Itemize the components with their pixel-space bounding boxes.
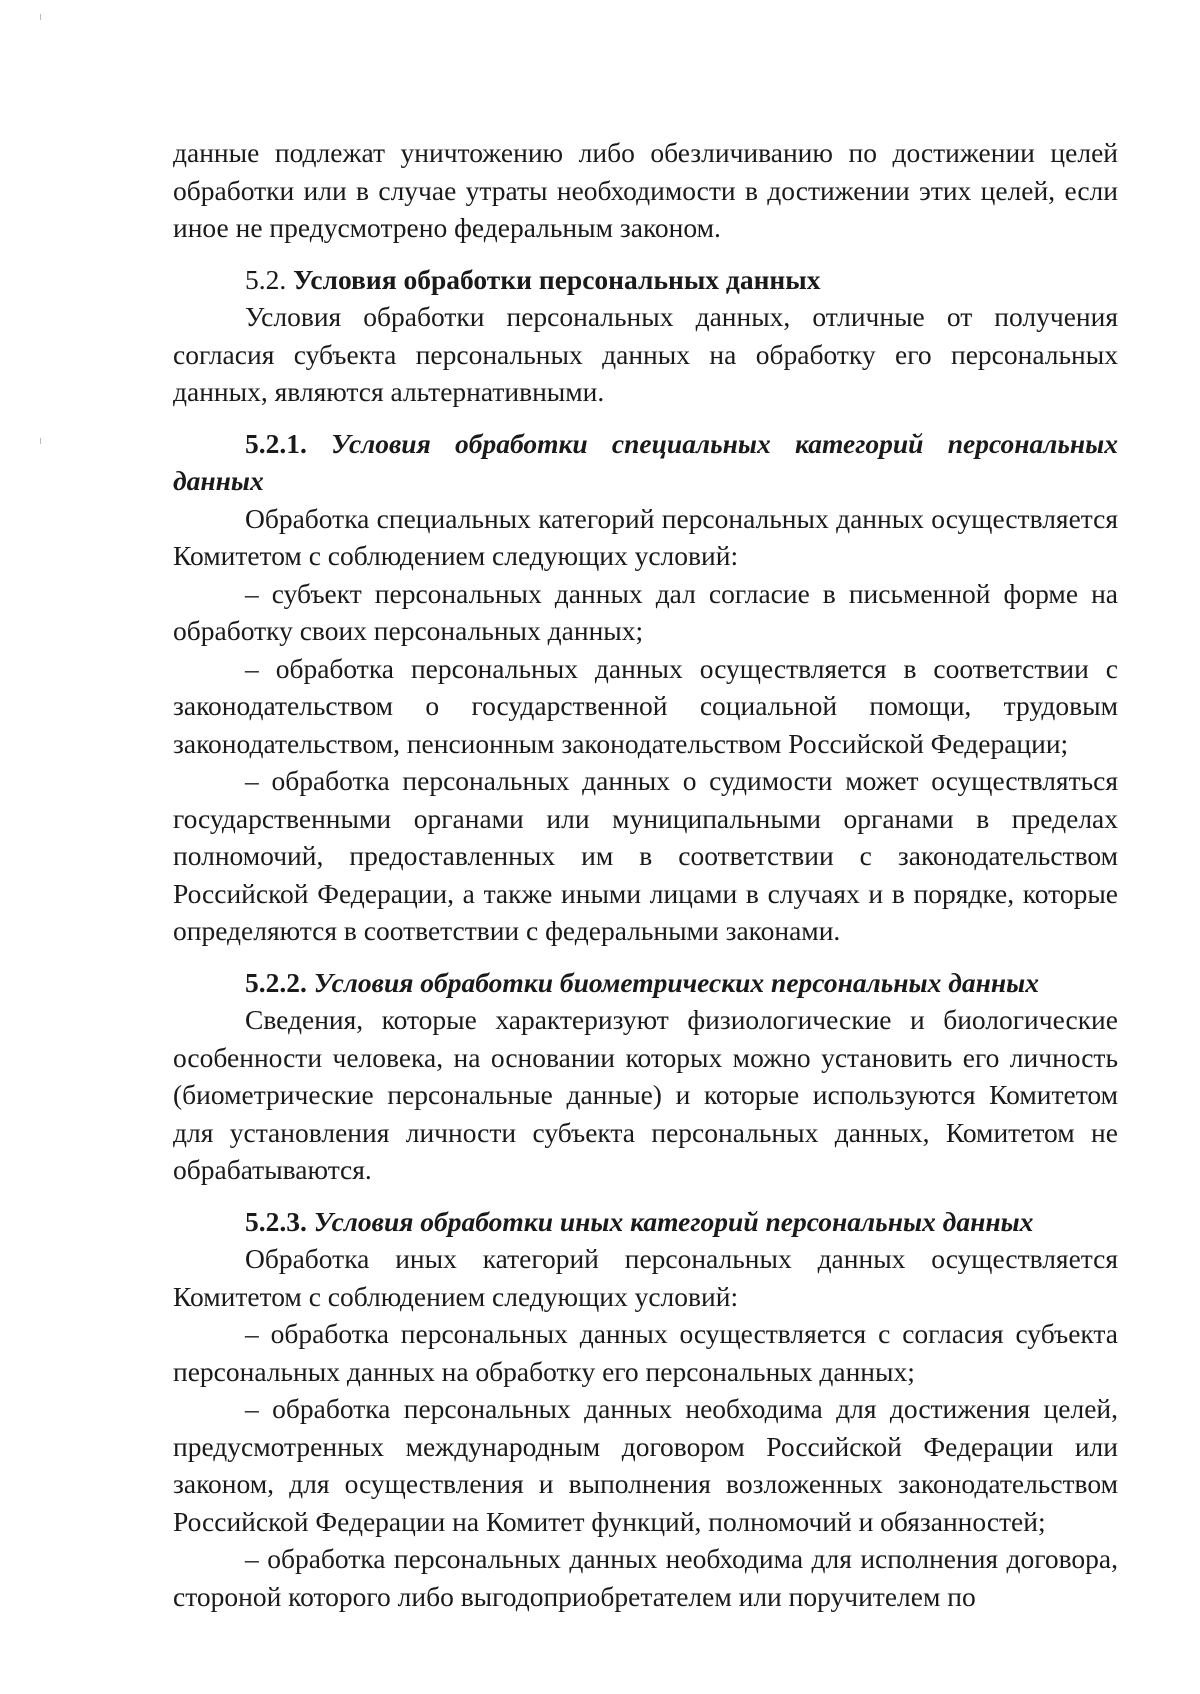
scan-speck: [40, 14, 41, 20]
section-number: 5.2.: [245, 263, 287, 295]
section-paragraph: Сведения, которые характеризуют физиологические и биологические особенности человека, на основании которых можно установить его личность (биометрические персональные данные) и которые используются Комитетом для установления личности субъекта персональных данных, Комитетом не обрабатываются.: [173, 1004, 1118, 1185]
list-item: – обработка персональных данных осуществляется с согласия субъекта персональных данных на обработку его персональных данных;: [173, 1318, 1118, 1387]
list-item: – субъект персональных данных дал согласие в письменной форме на обработку своих персональных данных;: [173, 577, 1118, 646]
scan-speck: [40, 438, 41, 444]
list-item: – обработка персональных данных осуществляется в соответствии с законодательством о государственной социальной помощи, трудовым законодательством, пенсионным законодательством Российской Федерации;: [173, 652, 1118, 759]
list-item: – обработка персональных данных о судимости может осуществляться государственными органами или муниципальными органами в пределах полномочий, предоставленных им в соответствии с законодательством Российской Федерации, а также иными лицами в случаях и в порядке, которые определяются в соответствии с федеральными законами.: [173, 765, 1118, 946]
intro-paragraph: данные подлежат уничтожению либо обезличиванию по достижении целей обработки или в случае утраты необходимости в достижении этих целей, если иное не предусмотрено федеральным законом.: [173, 137, 1118, 243]
section-paragraph: Условия обработки персональных данных, отличные от получения согласия субъекта персональных данных на обработку его персональных данных, являются альтернативными.: [173, 301, 1118, 407]
section-heading-5-2-1: [173, 425, 1118, 500]
section-number: 5.2.1.: [245, 427, 307, 459]
document-body: [173, 134, 1118, 1615]
section-heading-5-2: [173, 261, 1118, 299]
section-title: Условия обработки специальных категорий персональных данных: [173, 427, 1119, 496]
section-title: Условия обработки биометрических персональных данных: [313, 966, 1039, 998]
list-item: – обработка персональных данных необходима для исполнения договора, стороной которого либо выгодоприобретателем или поручителем по: [173, 1543, 1118, 1612]
list-item: – обработка персональных данных необходима для достижения целей, предусмотренных международным договором Российской Федерации или законом, для осуществления и выполнения возложенных законодательством Российской Федерации на Комитет функций, полномочий и обязанностей;: [173, 1393, 1118, 1537]
section-title: Условия обработки персональных данных: [293, 263, 821, 295]
section-paragraph: Обработка специальных категорий персональных данных осуществляется Комитетом с соблюдением следующих условий:: [173, 502, 1118, 571]
section-heading-5-2-3: [173, 1203, 1118, 1241]
section-number: 5.2.2.: [245, 966, 307, 998]
section-number: 5.2.3.: [245, 1205, 307, 1237]
section-heading-5-2-2: [173, 964, 1118, 1002]
section-paragraph: Обработка иных категорий персональных данных осуществляется Комитетом с соблюдением следующих условий:: [173, 1243, 1118, 1312]
section-title: Условия обработки иных категорий персональных данных: [313, 1205, 1034, 1237]
